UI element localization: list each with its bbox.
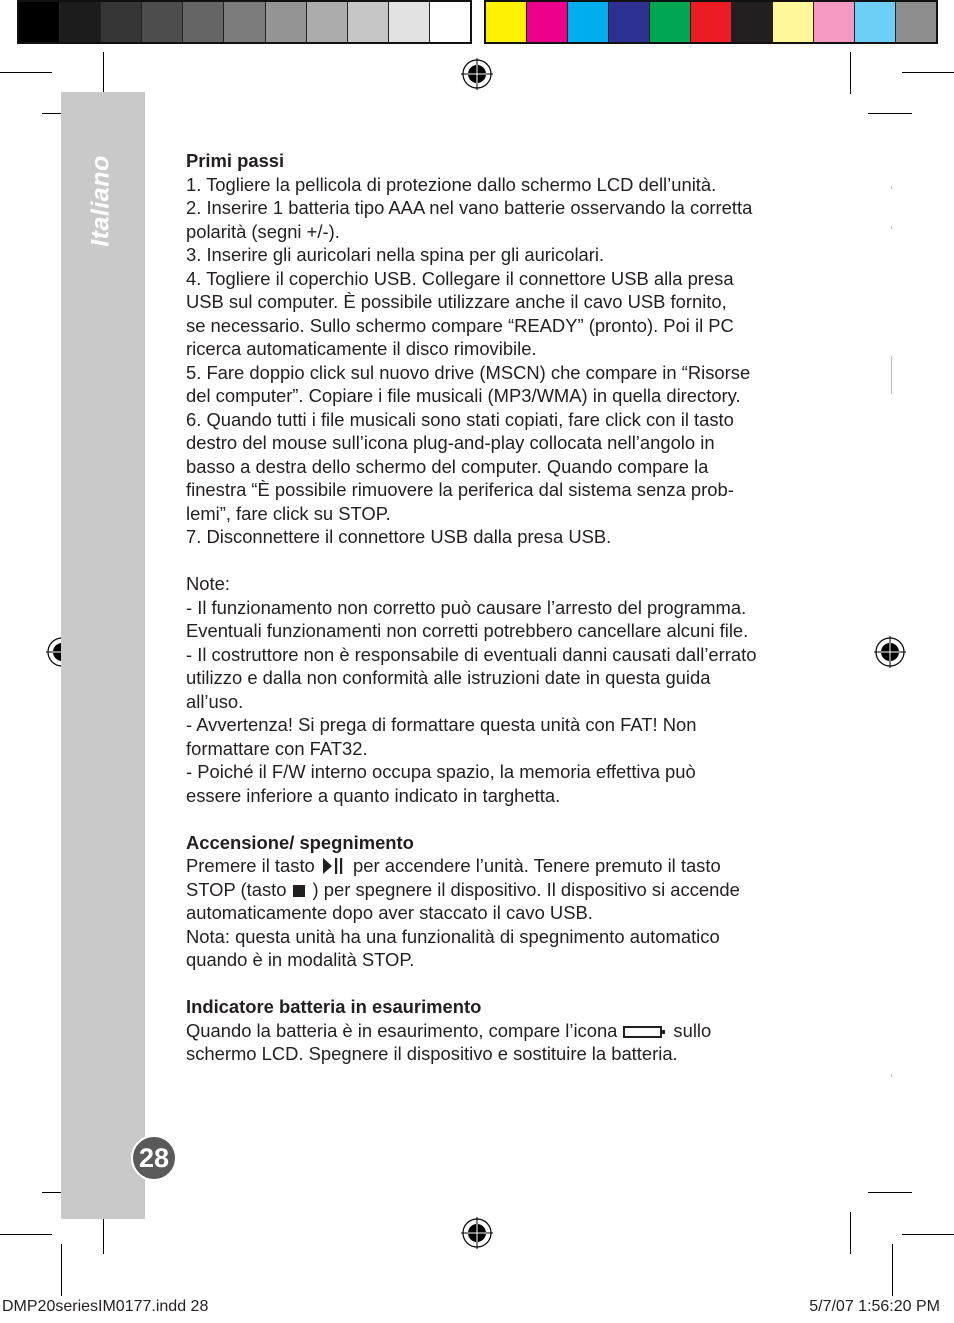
manual-content (186, 149, 816, 1066)
margin-tick (891, 186, 892, 189)
crop-mark (0, 72, 52, 73)
body-line: basso a destra dello schermo del computer. Quando compare la (186, 455, 709, 477)
body-line: 5. Fare doppio click sul nuovo drive (MSCN) che compare in “Risorse (186, 361, 751, 383)
margin-tick (891, 1074, 892, 1077)
margin-tick (891, 356, 892, 394)
color-swatch (389, 2, 430, 42)
color-swatch (266, 2, 307, 42)
power-line: automaticamente dopo aver staccato il cavo USB. (186, 902, 593, 923)
crop-mark (902, 72, 954, 73)
body-line: 1. Togliere la pellicola di protezione dallo schermo LCD dell’unità. (186, 173, 717, 195)
body-line: - Il costruttore non è responsabile di eventuali danni causati dall’errato (186, 643, 757, 665)
color-swatch (486, 2, 527, 42)
body-line: 7. Disconnettere il connettore USB dalla presa USB. (186, 526, 612, 547)
body-line: Eventuali funzionamenti non corretti potrebbero cancellare alcuni file. (186, 620, 749, 641)
body-line: all’uso. (186, 690, 244, 712)
body-line: essere inferiore a quanto indicato in targhetta. (186, 784, 561, 806)
power-line: Nota: questa unità ha una funzionalità di spegnimento automatico (186, 925, 720, 947)
color-swatch (732, 2, 773, 42)
registration-mark-icon (461, 1217, 493, 1249)
footer-timestamp: 5/7/07 1:56:20 PM (809, 1298, 940, 1315)
color-swatch (773, 2, 814, 42)
notes-body (186, 596, 816, 808)
play-pause-icon (322, 857, 346, 875)
section-heading-primi-passi: Primi passi (186, 150, 285, 171)
color-swatch (527, 2, 568, 42)
section-heading-power: Accensione/ spegnimento (186, 831, 414, 853)
color-swatch (348, 2, 389, 42)
margin-tick (891, 226, 892, 229)
color-swatch (855, 2, 896, 42)
body-line: 4. Togliere il coperchio USB. Collegare il connettore USB alla presa (186, 267, 734, 289)
color-swatch (650, 2, 691, 42)
power-line (186, 854, 816, 878)
body-line: 2. Inserire 1 batteria tipo AAA nel vano batterie osservando la corretta (186, 197, 753, 218)
battery-text: Quando la batteria è in esaurimento, compare l’icona (186, 1019, 618, 1041)
body-line: lemi”, fare click su STOP. (186, 502, 391, 524)
body-line: finestra “È possibile rimuovere la periferica dal sistema senza prob- (186, 479, 734, 500)
section-body-primi-passi (186, 173, 816, 549)
section-heading-battery: Indicatore batteria in esaurimento (186, 996, 482, 1017)
color-calibration-bar (484, 0, 938, 44)
color-swatch (142, 2, 183, 42)
color-swatch (568, 2, 609, 42)
color-swatch (430, 2, 470, 42)
power-text: ) per spegnere il dispositivo. Il dispositivo si accende (312, 878, 740, 900)
power-text: STOP (tasto (186, 878, 287, 900)
language-label: Italiano (86, 155, 115, 247)
battery-text: sullo (673, 1019, 712, 1041)
body-line: se necessario. Sullo schermo compare “READY” (pronto). Poi il PC (186, 314, 734, 336)
color-swatch (609, 2, 650, 42)
color-swatch (101, 2, 142, 42)
crop-mark (868, 113, 912, 114)
body-line: - Il funzionamento non corretto può causare l’arresto del programma. (186, 596, 747, 618)
registration-mark-icon (461, 58, 493, 90)
crop-mark (892, 1244, 893, 1296)
color-swatch (307, 2, 348, 42)
crop-mark (902, 1234, 954, 1235)
crop-mark (0, 1234, 52, 1235)
crop-mark (850, 1212, 851, 1254)
body-line: destro del mouse sull’icona plug-and-play collocata nell’angolo in (186, 432, 715, 453)
color-swatch (19, 2, 60, 42)
color-swatch (224, 2, 265, 42)
power-text: per accendere l’unità. Tenere premuto il tasto (353, 855, 721, 876)
battery-line (186, 1019, 816, 1043)
battery-low-icon (623, 1024, 667, 1040)
registration-mark-icon (874, 636, 906, 668)
power-line (186, 878, 816, 902)
page-number-badge: 28 (131, 1135, 177, 1181)
body-line: USB sul computer. È possibile utilizzare anche il cavo USB fornito, (186, 291, 727, 312)
language-sidebar (61, 92, 145, 1219)
color-swatch (896, 2, 936, 42)
power-line: quando è in modalità STOP. (186, 949, 415, 970)
body-line: - Poiché il F/W interno occupa spazio, la memoria effettiva può (186, 761, 696, 782)
stop-icon (293, 885, 305, 897)
color-swatch (60, 2, 101, 42)
body-line: 6. Quando tutti i file musicali sono stati copiati, fare click con il tasto (186, 408, 734, 430)
power-text: Premere il tasto (186, 855, 315, 876)
gray-calibration-bar (17, 0, 472, 44)
body-line: - Avvertenza! Si prega di formattare questa unità con FAT! Non (186, 714, 697, 735)
battery-line: schermo LCD. Spegnere il dispositivo e sostituire la batteria. (186, 1043, 678, 1064)
body-line: del computer”. Copiare i file musicali (MP3/WMA) in quella directory. (186, 385, 741, 406)
body-line: utilizzo e dalla non conformità alle istruzioni date in questa guida (186, 667, 711, 688)
crop-mark (850, 52, 851, 94)
crop-mark (61, 1244, 62, 1296)
notes-heading: Note: (186, 573, 230, 594)
crop-mark (103, 52, 104, 94)
color-swatch (183, 2, 224, 42)
body-line: 3. Inserire gli auricolari nella spina per gli auricolari. (186, 244, 605, 265)
color-swatch (814, 2, 855, 42)
body-line: ricerca automaticamente il disco rimovibile. (186, 338, 537, 359)
body-line: formattare con FAT32. (186, 737, 368, 759)
crop-mark (868, 1192, 912, 1193)
footer-filename: DMP20seriesIM0177.indd 28 (2, 1298, 209, 1315)
color-swatch (691, 2, 732, 42)
body-line: polarità (segni +/-). (186, 220, 340, 242)
